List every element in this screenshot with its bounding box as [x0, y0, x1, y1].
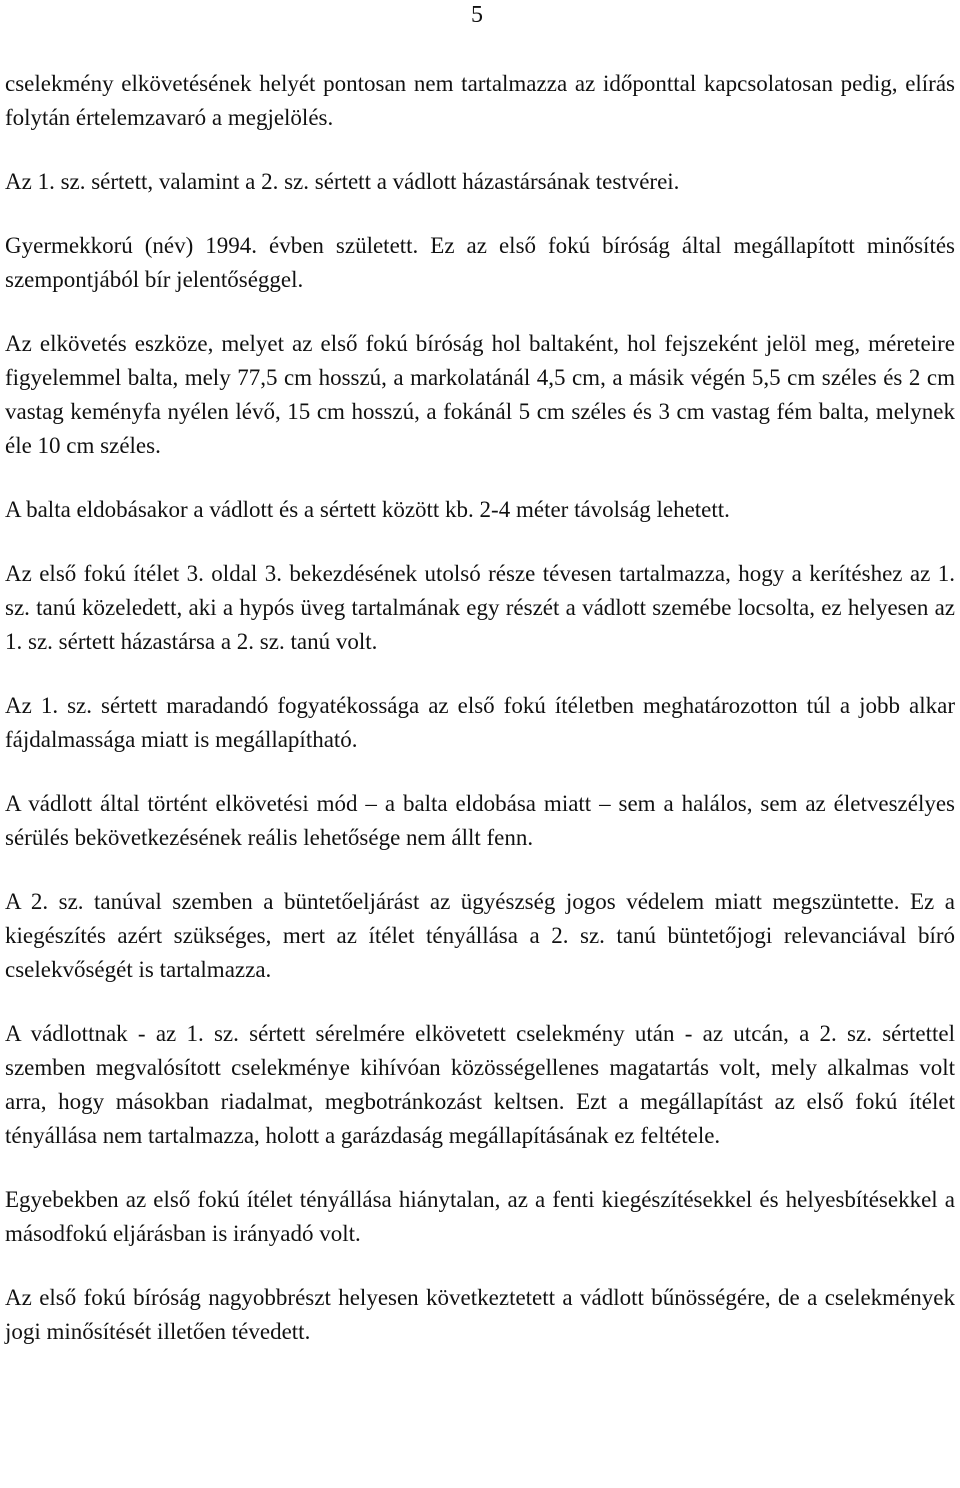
- paragraph-6: Az első fokú ítélet 3. oldal 3. bekezdésének utolsó része tévesen tartalmazza, hogy a kerítéshez az 1. sz. tanú közeledett, aki a hypós üveg tartalmának egy részét a vádlott szemébe locsolta, ez helyesen az 1. sz. sértett házastársa a 2. sz. tanú volt.: [5, 561, 955, 654]
- paragraph-2: Az 1. sz. sértett, valamint a 2. sz. sértett a vádlott házastársának testvérei.: [5, 169, 680, 194]
- page-number: 5: [471, 2, 483, 28]
- paragraph-12: Az első fokú bíróság nagyobbrészt helyesen következtetett a vádlott bűnösségére, de a cselekmények jogi minősítését illetően tévedett.: [5, 1285, 955, 1344]
- paragraph-4: Az elkövetés eszköze, melyet az első fokú bíróság hol baltaként, hol fejszeként jelöl meg, méreteire figyelemmel balta, mely 77,5 cm hosszú, a markolatánál 4,5 cm, a másik végén 5,5 cm széles és 2 cm vastag keményfa nyélen lévő, 15 cm hosszú, a fokánál 5 cm széles és 3 cm vastag fém balta, melynek éle 10 cm széles.: [5, 331, 955, 458]
- paragraph-11: Egyebekben az első fokú ítélet tényállása hiánytalan, az a fenti kiegészítésekkel és helyesbítésekkel a másodfokú eljárásban is irányadó volt.: [5, 1187, 955, 1246]
- paragraph-10: A vádlottnak - az 1. sz. sértett sérelmére elkövetett cselekmény után - az utcán, a 2. sz. sértettel szemben megvalósított cselekménye kihívóan közösségellenes magatartás volt, mely alkalmas volt arra, hogy másokban riadalmat, megbotránkozást keltsen. Ezt a megállapítást az első fokú ítélet tényállása nem tartalmazza, holott a garázdaság megállapításának ez feltétele.: [5, 1021, 955, 1148]
- paragraph-1: cselekmény elkövetésének helyét pontosan nem tartalmazza az időponttal kapcsolatosan pedig, elírás folytán értelemzavaró a megjelölés.: [5, 71, 955, 130]
- paragraph-3: Gyermekkorú (név) 1994. évben született. Ez az első fokú bíróság által megállapított minősítés szempontjából bír jelentőséggel.: [5, 233, 955, 292]
- paragraph-9: A 2. sz. tanúval szemben a büntetőeljárást az ügyészség jogos védelem miatt megszüntette. Ez a kiegészítés azért szükséges, mert az ítélet tényállása a 2. sz. tanú büntetőjogi relevanciával bíró cselekvőségét is tartalmazza.: [5, 889, 955, 982]
- document-body: [5, 67, 955, 1349]
- paragraph-7: Az 1. sz. sértett maradandó fogyatékossága az első fokú ítéletben meghatározotton túl a jobb alkar fájdalmassága miatt is megállapítható.: [5, 693, 955, 752]
- paragraph-5: A balta eldobásakor a vádlott és a sértett között kb. 2-4 méter távolság lehetett.: [5, 497, 730, 522]
- paragraph-8: A vádlott által történt elkövetési mód – a balta eldobása miatt – sem a halálos, sem az életveszélyes sérülés bekövetkezésének reális lehetősége nem állt fenn.: [5, 791, 955, 850]
